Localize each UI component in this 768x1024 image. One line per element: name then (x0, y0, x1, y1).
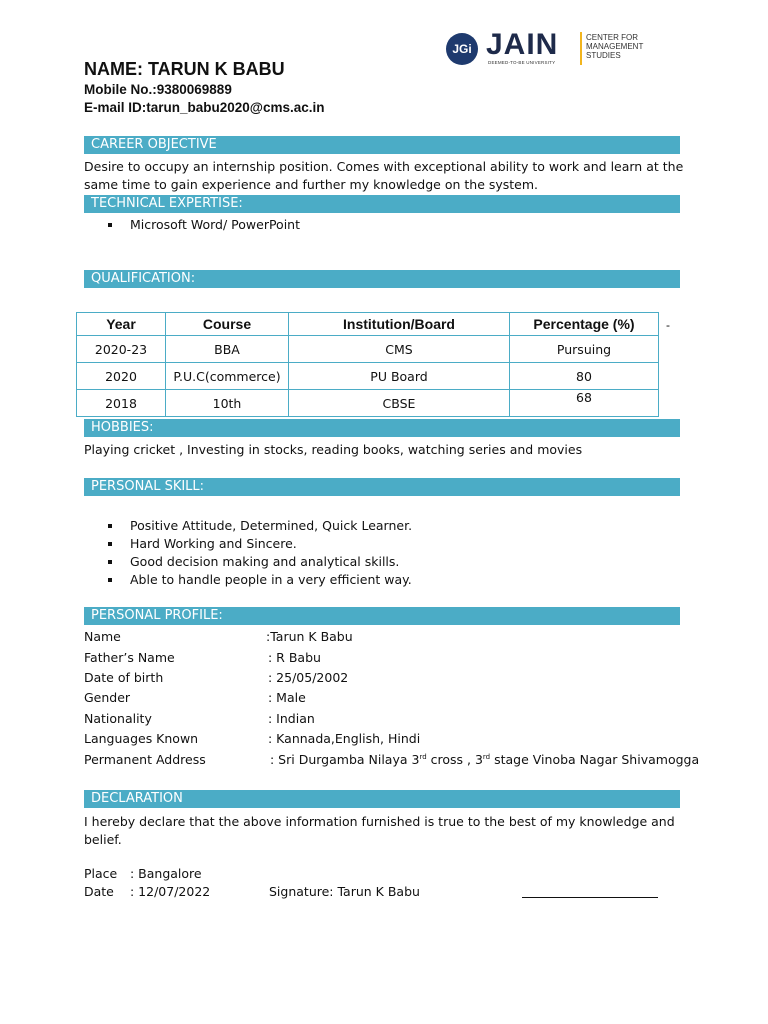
column-header: Percentage (%) (510, 313, 659, 336)
date-label: Date (84, 884, 114, 899)
profile-row-gender (84, 690, 724, 710)
personal-skill-list (84, 517, 412, 589)
profile-row-address (84, 752, 724, 772)
table-cell: PU Board (289, 363, 510, 390)
section-career-objective: CAREER OBJECTIVE (84, 136, 680, 154)
profile-value: : Male (268, 690, 306, 705)
profile-label: Permanent Address (84, 752, 206, 767)
bullet-square-icon (108, 223, 112, 227)
list-item: Positive Attitude, Determined, Quick Learner. (84, 517, 412, 535)
table-cell: CMS (289, 336, 510, 363)
profile-label: Father’s Name (84, 650, 175, 665)
logo-divider (580, 32, 582, 65)
jgi-logo-mark: JGi (446, 33, 478, 65)
profile-label: Date of birth (84, 670, 164, 685)
profile-row-nationality (84, 711, 724, 731)
bullet-square-icon (108, 578, 112, 582)
section-declaration: DECLARATION (84, 790, 680, 808)
qualification-table (76, 312, 659, 417)
stray-dash: - (666, 318, 670, 332)
profile-label: Name (84, 629, 121, 644)
table-cell: CBSE (289, 390, 510, 417)
table-row (77, 336, 659, 363)
section-hobbies: HOBBIES: (84, 419, 680, 437)
column-header: Institution/Board (289, 313, 510, 336)
profile-row-name (84, 629, 724, 649)
place-value: : Bangalore (130, 866, 202, 881)
profile-label: Nationality (84, 711, 152, 726)
logo-side-text: CENTER FOR MANAGEMENT STUDIES (586, 33, 644, 60)
bullet-square-icon (108, 542, 112, 546)
signature-line (522, 897, 658, 898)
bullet-square-icon (108, 560, 112, 564)
profile-label: Languages Known (84, 731, 199, 746)
table-cell: 80 (510, 363, 659, 390)
table-row (77, 390, 659, 417)
table-cell: 10th (166, 390, 289, 417)
table-cell: BBA (166, 336, 289, 363)
date-value: : 12/07/2022 (130, 884, 211, 899)
profile-value: : Sri Durgamba Nilaya 3rd cross , 3rd stage Vinoba Nagar Shivamogga (270, 752, 700, 767)
mobile-number: Mobile No.:9380069889 (84, 82, 232, 97)
section-personal-profile: PERSONAL PROFILE: (84, 607, 680, 625)
table-cell: Pursuing (510, 336, 659, 363)
profile-row-father (84, 650, 724, 670)
column-header: Year (77, 313, 166, 336)
table-cell: 2018 (77, 390, 166, 417)
career-objective-text: Desire to occupy an internship position. Comes with exceptional ability to work and learn at the same time to gain experience and further my knowledge on the system. (84, 159, 684, 192)
logo-subtitle: DEEMED-TO-BE UNIVERSITY (488, 60, 556, 65)
column-header: Course (166, 313, 289, 336)
list-item: Hard Working and Sincere. (84, 535, 412, 553)
profile-value: : R Babu (268, 650, 321, 665)
table-cell: 2020 (77, 363, 166, 390)
jain-logo (446, 30, 656, 70)
declaration-text: I hereby declare that the above information furnished is true to the best of my knowledge and belief. (84, 814, 675, 847)
list-item: Microsoft Word/ PowerPoint (84, 216, 300, 234)
section-qualification: QUALIFICATION: (84, 270, 680, 288)
place-label: Place (84, 866, 118, 881)
bullet-square-icon (108, 524, 112, 528)
profile-label: Gender (84, 690, 131, 705)
section-technical-expertise: TECHNICAL EXPERTISE: (84, 195, 680, 213)
section-personal-skill: PERSONAL SKILL: (84, 478, 680, 496)
profile-row-dob (84, 670, 724, 690)
profile-value: : Indian (268, 711, 315, 726)
candidate-name: NAME: TARUN K BABU (84, 59, 285, 79)
technical-expertise-list (84, 216, 300, 234)
email-address: E-mail ID:tarun_babu2020@cms.ac.in (84, 100, 325, 115)
profile-value: : Kannada,English, Hindi (268, 731, 421, 746)
table-cell: 68 (510, 390, 659, 417)
list-item: Able to handle people in a very efficient way. (84, 571, 412, 589)
jain-logo-word: JAIN (486, 28, 559, 61)
profile-value: :Tarun K Babu (266, 629, 353, 644)
table-header-row (77, 313, 659, 336)
profile-row-languages (84, 731, 724, 751)
table-cell: P.U.C(commerce) (166, 363, 289, 390)
table-row (77, 363, 659, 390)
list-item: Good decision making and analytical skills. (84, 553, 412, 571)
signature-text: Signature: Tarun K Babu (269, 884, 420, 899)
table-cell: 2020-23 (77, 336, 166, 363)
profile-value: : 25/05/2002 (268, 670, 349, 685)
hobbies-text: Playing cricket , Investing in stocks, reading books, watching series and movies (84, 442, 583, 457)
